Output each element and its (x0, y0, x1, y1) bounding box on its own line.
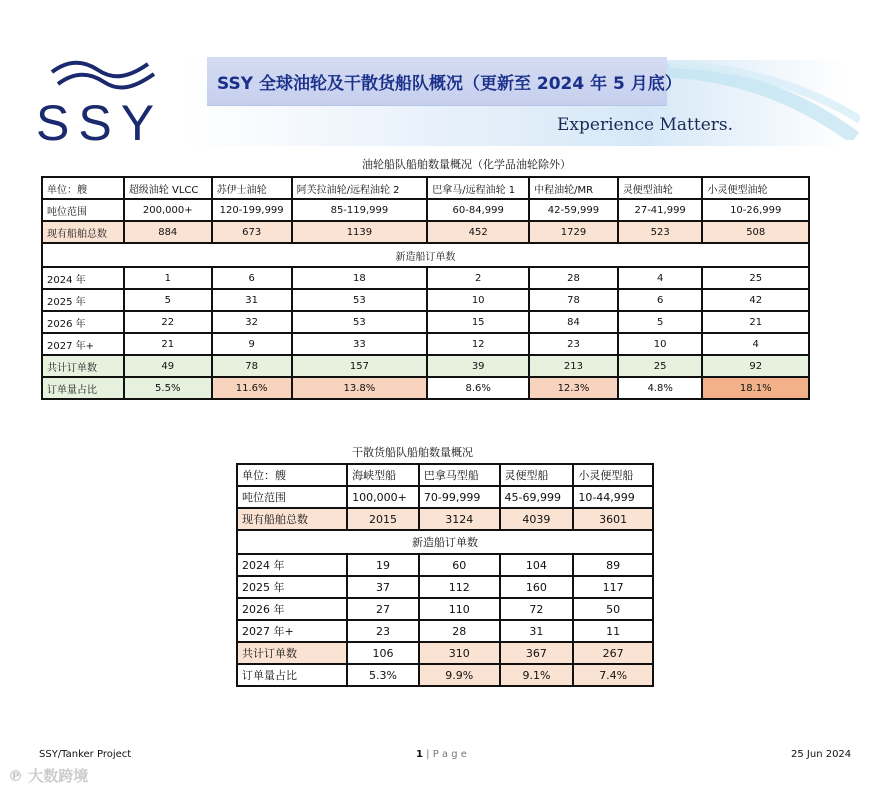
tanker-ratio-cell: 5.5% (124, 377, 212, 399)
bulk-ratio-cell: 订单量占比 (237, 664, 347, 686)
bulk-head-cell: 小灵便型船 (573, 464, 653, 486)
tanker-order-cell: 2 (427, 267, 529, 289)
tanker-order-cell: 22 (124, 311, 212, 333)
bulk-order-row (237, 598, 653, 620)
tanker-total-cell: 49 (124, 355, 212, 377)
bulk-ratio-cell: 7.4% (573, 664, 653, 686)
tanker-order-cell: 33 (292, 333, 428, 355)
bulk-fleet-cell: 4039 (500, 508, 574, 530)
bulk-fleet-table (236, 463, 654, 687)
tanker-head-cell: 单位：艘 (42, 177, 124, 199)
tanker-ratio-cell: 18.1% (702, 377, 809, 399)
ssy-logo (30, 58, 165, 151)
tanker-order-cell: 10 (618, 333, 703, 355)
tanker-ratio-cell: 4.8% (618, 377, 703, 399)
tanker-ratio-row (42, 377, 809, 399)
bulk-total-cell: 106 (347, 642, 419, 664)
bulk-head-cell: 巴拿马型船 (419, 464, 500, 486)
bulk-fleet-row (237, 508, 653, 530)
tanker-total-cell: 39 (427, 355, 529, 377)
tanker-fleet-table (41, 176, 810, 400)
tanker-order-cell: 53 (292, 289, 428, 311)
tanker-order-cell: 21 (702, 311, 809, 333)
tanker-section-title: 油轮船队船舶数量概况（化学品油轮除外） (362, 158, 571, 171)
bulk-order-cell: 60 (419, 554, 500, 576)
bulk-order-cell: 37 (347, 576, 419, 598)
bulk-order-cell: 23 (347, 620, 419, 642)
tanker-tonnage-cell: 吨位范围 (42, 199, 124, 221)
footer-date: 25 Jun 2024 (791, 749, 852, 760)
tanker-fleet-cell: 1139 (292, 221, 428, 243)
tanker-order-cell: 5 (618, 311, 703, 333)
tanker-head-cell: 苏伊士油轮 (212, 177, 292, 199)
bulk-order-cell: 31 (500, 620, 574, 642)
tanker-head-cell: 中程油轮/MR (529, 177, 618, 199)
bulk-head-row (237, 464, 653, 486)
tanker-tonnage-cell: 60-84,999 (427, 199, 529, 221)
tanker-order-cell: 4 (618, 267, 703, 289)
tanker-order-cell: 2025 年 (42, 289, 124, 311)
tanker-order-cell: 9 (212, 333, 292, 355)
tanker-order-row (42, 267, 809, 289)
tanker-ratio-cell: 11.6% (212, 377, 292, 399)
tanker-order-cell: 5 (124, 289, 212, 311)
tanker-order-cell: 10 (427, 289, 529, 311)
tanker-order-cell: 2026 年 (42, 311, 124, 333)
bulk-order-cell: 27 (347, 598, 419, 620)
tanker-order-cell: 32 (212, 311, 292, 333)
bulk-fleet-cell: 2015 (347, 508, 419, 530)
title-box (207, 57, 682, 106)
bulk-order-row (237, 576, 653, 598)
tanker-tonnage-cell: 27-41,999 (618, 199, 703, 221)
tanker-tonnage-cell: 10-26,999 (702, 199, 809, 221)
tanker-fleet-cell: 673 (212, 221, 292, 243)
bulk-order-row (237, 554, 653, 576)
bulk-tonnage-cell: 吨位范围 (237, 486, 347, 508)
tanker-order-cell: 21 (124, 333, 212, 355)
tanker-total-row (42, 355, 809, 377)
bulk-head-cell: 海峡型船 (347, 464, 419, 486)
tanker-order-row (42, 333, 809, 355)
bulk-order-cell: 19 (347, 554, 419, 576)
tanker-total-cell: 78 (212, 355, 292, 377)
tanker-head-cell: 巴拿马/远程油轮 1 (427, 177, 529, 199)
tanker-order-cell: 6 (618, 289, 703, 311)
tanker-fleet-cell: 508 (702, 221, 809, 243)
logo-text: SSY (36, 95, 164, 151)
tanker-fleet-cell: 1729 (529, 221, 618, 243)
tanker-order-cell: 23 (529, 333, 618, 355)
tanker-order-cell: 28 (529, 267, 618, 289)
bulk-tonnage-cell: 100,000+ (347, 486, 419, 508)
tanker-total-cell: 213 (529, 355, 618, 377)
page-label: | P a g e (426, 749, 467, 760)
tanker-order-cell: 84 (529, 311, 618, 333)
bulk-total-cell: 310 (419, 642, 500, 664)
tanker-order-cell: 12 (427, 333, 529, 355)
bulk-fleet-cell: 3601 (573, 508, 653, 530)
tanker-total-cell: 共计订单数 (42, 355, 124, 377)
bulk-ratio-cell: 9.1% (500, 664, 574, 686)
bulk-order-cell: 50 (573, 598, 653, 620)
tanker-tonnage-cell: 120-199,999 (212, 199, 292, 221)
tanker-order-cell: 15 (427, 311, 529, 333)
bulk-total-cell: 267 (573, 642, 653, 664)
bulk-order-cell: 89 (573, 554, 653, 576)
tanker-order-cell: 18 (292, 267, 428, 289)
watermark-text: 大数跨境 (28, 767, 89, 785)
bulk-total-cell: 367 (500, 642, 574, 664)
bulk-order-cell: 2027 年+ (237, 620, 347, 642)
bulk-section-title: 干散货船队船舶数量概况 (352, 446, 473, 459)
tanker-order-row (42, 311, 809, 333)
tanker-tonnage-row (42, 199, 809, 221)
tanker-head-cell: 小灵便型油轮 (702, 177, 809, 199)
tanker-order-cell: 42 (702, 289, 809, 311)
footer-page (416, 749, 467, 760)
tanker-ratio-cell: 8.6% (427, 377, 529, 399)
bulk-ratio-row (237, 664, 653, 686)
bulk-order-cell: 104 (500, 554, 574, 576)
bulk-fleet-cell: 现有船舶总数 (237, 508, 347, 530)
tanker-ratio-cell: 订单量占比 (42, 377, 124, 399)
bulk-fleet-cell: 3124 (419, 508, 500, 530)
watermark-logo-icon: ℗ (8, 767, 23, 785)
bulk-order-cell: 112 (419, 576, 500, 598)
tanker-head-cell: 阿芙拉油轮/远程油轮 2 (292, 177, 428, 199)
page-title: SSY 全球油轮及干散货船队概况（更新至 2024 年 5 月底） (217, 74, 682, 94)
bulk-tonnage-cell: 45-69,999 (500, 486, 574, 508)
bulk-order-row (237, 620, 653, 642)
bulk-order-cell: 28 (419, 620, 500, 642)
tanker-tonnage-cell: 42-59,999 (529, 199, 618, 221)
tanker-ratio-cell: 12.3% (529, 377, 618, 399)
wave-logo-icon (48, 58, 158, 94)
bulk-head-cell: 单位：艘 (237, 464, 347, 486)
bulk-order-cell: 110 (419, 598, 500, 620)
tanker-tonnage-cell: 200,000+ (124, 199, 212, 221)
footer-project: SSY/Tanker Project (39, 749, 132, 760)
tanker-order-cell: 4 (702, 333, 809, 355)
bulk-tonnage-cell: 10-44,999 (573, 486, 653, 508)
bulk-tonnage-row (237, 486, 653, 508)
bulk-order-cell: 160 (500, 576, 574, 598)
tanker-total-cell: 25 (618, 355, 703, 377)
tagline: Experience Matters. (557, 115, 734, 135)
tanker-head-cell: 超级油轮 VLCC (124, 177, 212, 199)
bulk-order-cell: 2026 年 (237, 598, 347, 620)
bulk-order-cell: 2024 年 (237, 554, 347, 576)
tanker-head-cell: 灵便型油轮 (618, 177, 703, 199)
tanker-head-row (42, 177, 809, 199)
bulk-order-cell: 72 (500, 598, 574, 620)
bulk-head-cell: 灵便型船 (500, 464, 574, 486)
bulk-orders-title: 新造船订单数 (237, 530, 653, 554)
bulk-orders-title-row (237, 530, 653, 554)
tanker-order-cell: 31 (212, 289, 292, 311)
bulk-order-cell: 11 (573, 620, 653, 642)
tanker-total-cell: 157 (292, 355, 428, 377)
tanker-fleet-cell: 523 (618, 221, 703, 243)
tanker-fleet-cell: 884 (124, 221, 212, 243)
watermark (8, 765, 88, 786)
tanker-order-cell: 1 (124, 267, 212, 289)
tanker-order-cell: 2027 年+ (42, 333, 124, 355)
bulk-total-row (237, 642, 653, 664)
bulk-total-cell: 共计订单数 (237, 642, 347, 664)
tanker-orders-title-row (42, 243, 809, 267)
tanker-order-cell: 78 (529, 289, 618, 311)
tanker-order-cell: 2024 年 (42, 267, 124, 289)
tanker-fleet-row (42, 221, 809, 243)
page-number: 1 (416, 749, 423, 760)
tanker-tonnage-cell: 85-119,999 (292, 199, 428, 221)
tanker-fleet-cell: 现有船舶总数 (42, 221, 124, 243)
bulk-ratio-cell: 9.9% (419, 664, 500, 686)
tanker-order-cell: 53 (292, 311, 428, 333)
bulk-order-cell: 2025 年 (237, 576, 347, 598)
tanker-order-row (42, 289, 809, 311)
tanker-ratio-cell: 13.8% (292, 377, 428, 399)
tanker-orders-title: 新造船订单数 (42, 243, 809, 267)
tanker-order-cell: 25 (702, 267, 809, 289)
tanker-total-cell: 92 (702, 355, 809, 377)
bulk-order-cell: 117 (573, 576, 653, 598)
tanker-fleet-cell: 452 (427, 221, 529, 243)
tanker-order-cell: 6 (212, 267, 292, 289)
bulk-tonnage-cell: 70-99,999 (419, 486, 500, 508)
bulk-ratio-cell: 5.3% (347, 664, 419, 686)
